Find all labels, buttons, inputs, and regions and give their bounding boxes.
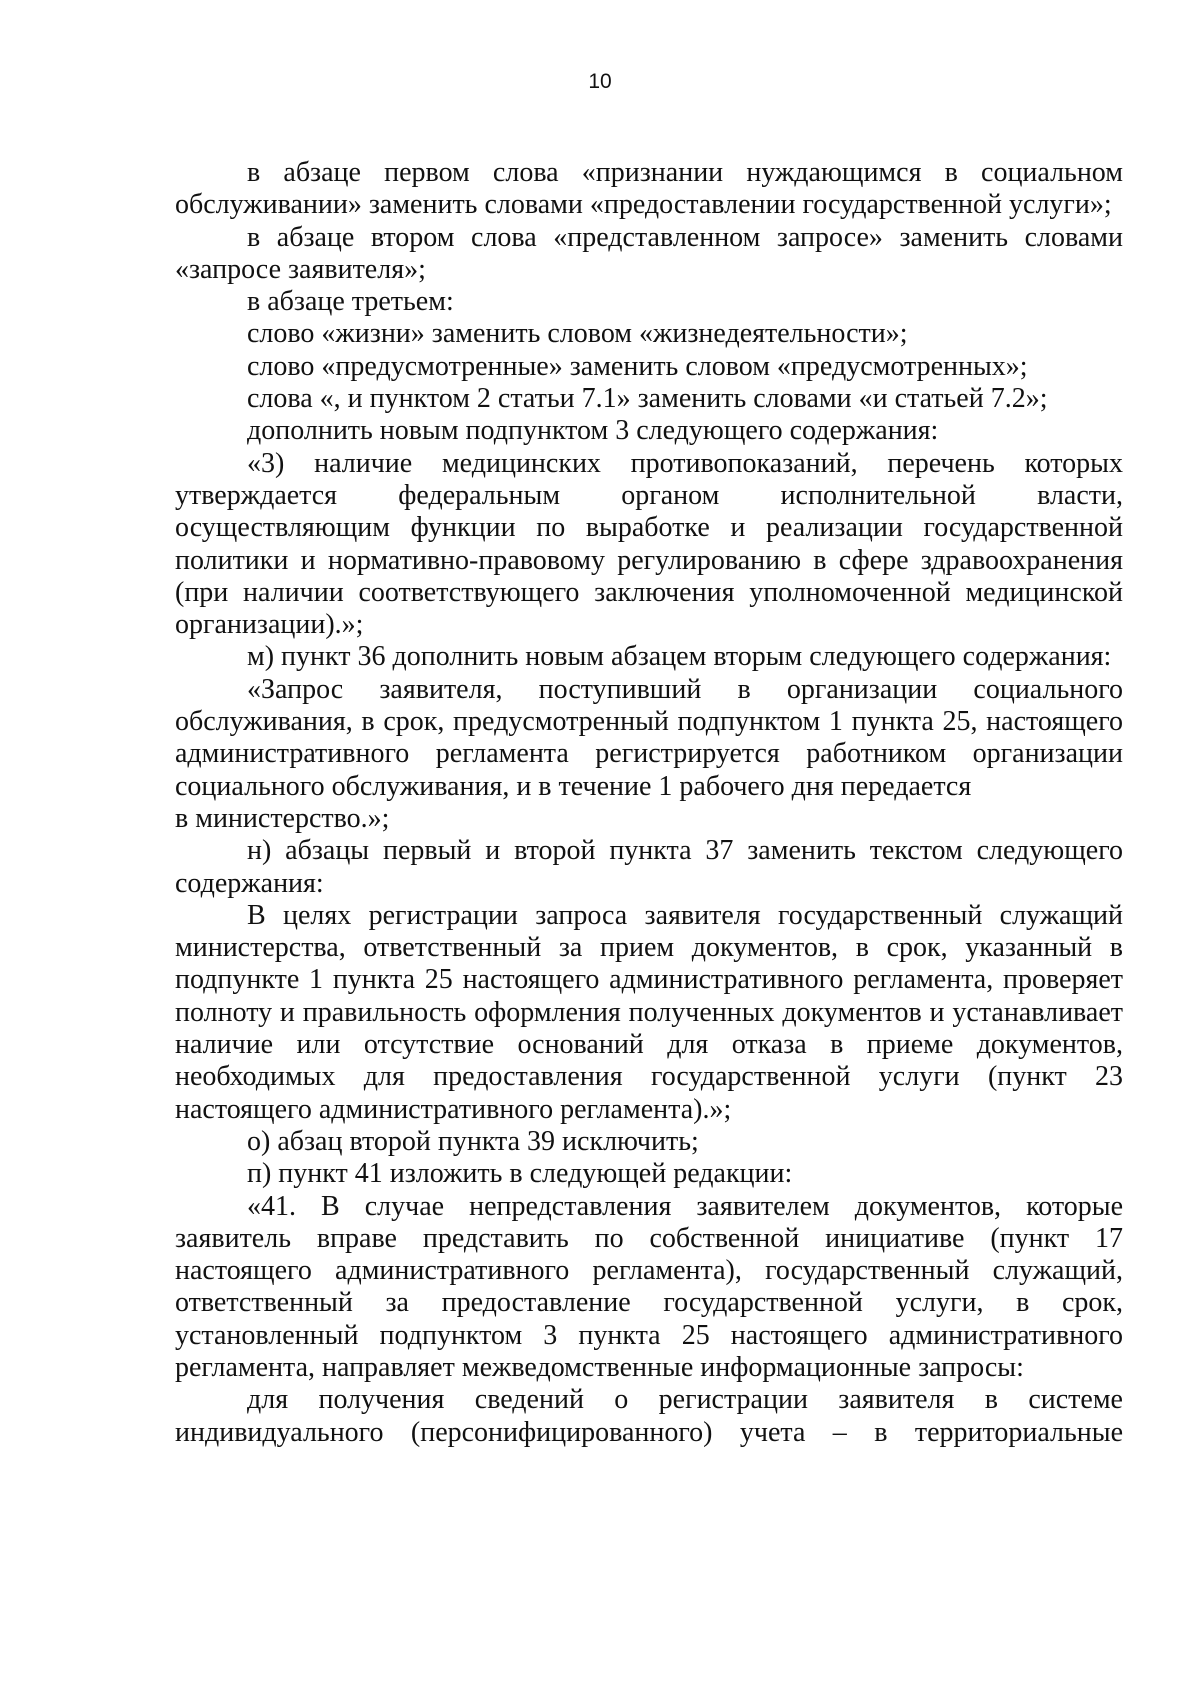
paragraph: п) пункт 41 изложить в следующей редакции:	[247, 1158, 793, 1190]
paragraph: в абзаце втором слова «представленном запросе» заменить словами «запросе заявителя»;	[175, 221, 1123, 285]
paragraph: в абзаце первом слова «признании нуждающимся в социальном обслуживании» заменить словами «предоставлении государственной услуги»;	[175, 157, 1123, 221]
paragraph: в министерство.»;	[175, 802, 390, 834]
paragraph: о) абзац второй пункта 39 исключить;	[247, 1125, 699, 1157]
paragraph: н) абзацы первый и второй пункта 37 заменить текстом следующего содержания:	[175, 835, 1123, 899]
paragraph: «41. В случае непредставления заявителем документов, которые заявитель вправе представить по собственной инициативе (пункт 17 настоящего административного регламента), государственный служащий, ответственный за предоставление государственной услуги, в срок, установленный подпунктом 3 пункта 25 настоящего административного регламента, направляет межведомственные информационные запросы:	[175, 1190, 1123, 1383]
paragraph: м) пункт 36 дополнить новым абзацем вторым следующего содержания:	[247, 641, 1112, 673]
paragraph: для получения сведений о регистрации заявителя в системе индивидуального (персонифицированного) учета – в территориальные	[175, 1384, 1123, 1448]
paragraph: «Запрос заявителя, поступивший в организации социального обслуживания, в срок, предусмотренный подпунктом 1 пункта 25, настоящего административного регламента регистрируется работником организации социального обслуживания, и в течение 1 рабочего дня передается	[175, 673, 1123, 802]
paragraph: слова «, и пунктом 2 статьи 7.1» заменить словами «и статьей 7.2»;	[247, 383, 1048, 415]
page-number: 10	[588, 70, 612, 93]
paragraph: в абзаце третьем:	[247, 286, 454, 318]
paragraph: «3) наличие медицинских противопоказаний, перечень которых утверждается федеральным органом исполнительной власти, осуществляющим функции по выработке и реализации государственной политики и нормативно-правовому регулированию в сфере здравоохранения (при наличии соответствующего заключения уполномоченной медицинской организации).»;	[175, 447, 1123, 641]
document-body	[175, 157, 1123, 1449]
paragraph: В целях регистрации запроса заявителя государственный служащий министерства, ответственный за прием документов, в срок, указанный в подпункте 1 пункта 25 настоящего административного регламента, проверяет полноту и правильность оформления полученных документов и устанавливает наличие или отсутствие оснований для отказа в приеме документов, необходимых для предоставления государственной услуги (пункт 23 настоящего административного регламента).»;	[175, 899, 1123, 1125]
paragraph: слово «жизни» заменить словом «жизнедеятельности»;	[247, 318, 908, 350]
paragraph: дополнить новым подпунктом 3 следующего содержания:	[247, 415, 939, 447]
paragraph: слово «предусмотренные» заменить словом «предусмотренных»;	[247, 350, 1028, 382]
